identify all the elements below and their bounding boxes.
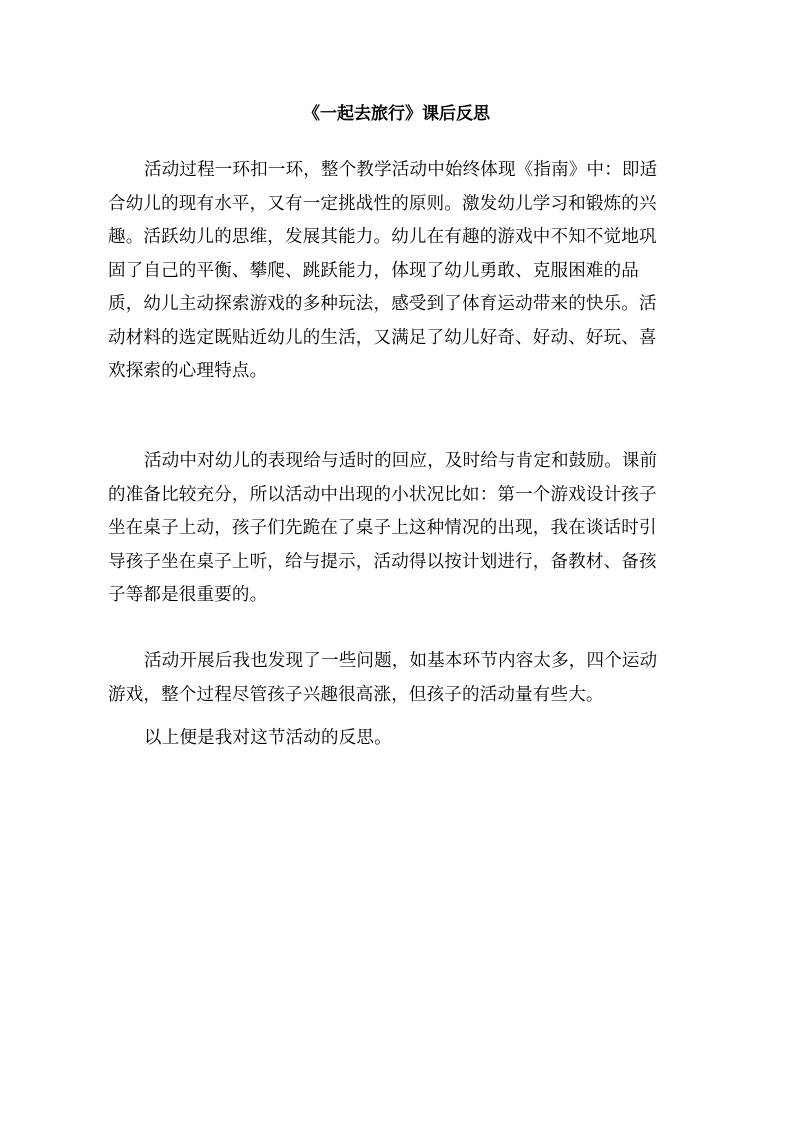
paragraph-line: 质，幼儿主动探索游戏的多种玩法，感受到了体育运动带来的快乐。活 xyxy=(108,294,657,314)
paragraph-1 xyxy=(108,154,688,389)
paragraph-line: 合幼儿的现有水平，又有一定挑战性的原则。激发幼儿学习和锻炼的兴 xyxy=(108,193,657,214)
paragraph-line: 欢探索的心理特点。 xyxy=(108,361,268,381)
paragraph-line: 活动中对幼儿的表现给与适时的回应，及时给与肯定和鼓励。课前 xyxy=(144,451,658,471)
paragraph-line: 游戏，整个过程尽管孩子兴趣很高涨，但孩子的活动量有些大。 xyxy=(108,684,604,705)
paragraph-line: 固了自己的平衡、攀爬、跳跃能力，体现了幼儿勇敢、克服困难的品 xyxy=(108,260,639,281)
paragraph-line: 的准备比较充分，所以活动中出现的小状况比如：第一个游戏设计孩子 xyxy=(108,484,657,505)
paragraph-4 xyxy=(108,722,688,756)
paragraph-line: 动材料的选定既贴近幼儿的生活，又满足了幼儿好奇、好动、好玩、喜 xyxy=(108,327,657,348)
paragraph-line: 活动开展后我也发现了一些问题，如基本环节内容太多，四个运动 xyxy=(144,651,658,671)
document-title: 《一起去旅行》课后反思 xyxy=(303,104,490,124)
paragraph-line: 子等都是很重要的。 xyxy=(108,585,268,605)
paragraph-2 xyxy=(108,445,688,613)
paragraph-line: 导孩子坐在桌子上听，给与提示，活动得以按计划进行，备教材、备孩 xyxy=(108,551,657,572)
paragraph-3 xyxy=(108,645,688,712)
paragraph-line: 趣。活跃幼儿的思维，发展其能力。幼儿在有趣的游戏中不知不觉地巩 xyxy=(108,227,657,247)
paragraph-line: 以上便是我对这节活动的反思。 xyxy=(144,728,392,748)
paragraph-line: 坐在桌子上动，孩子们先跪在了桌子上这种情况的出现，我在谈话时引 xyxy=(108,518,657,538)
paragraph-line: 活动过程一环扣一环，整个教学活动中始终体现《指南》中：即适 xyxy=(144,160,658,180)
